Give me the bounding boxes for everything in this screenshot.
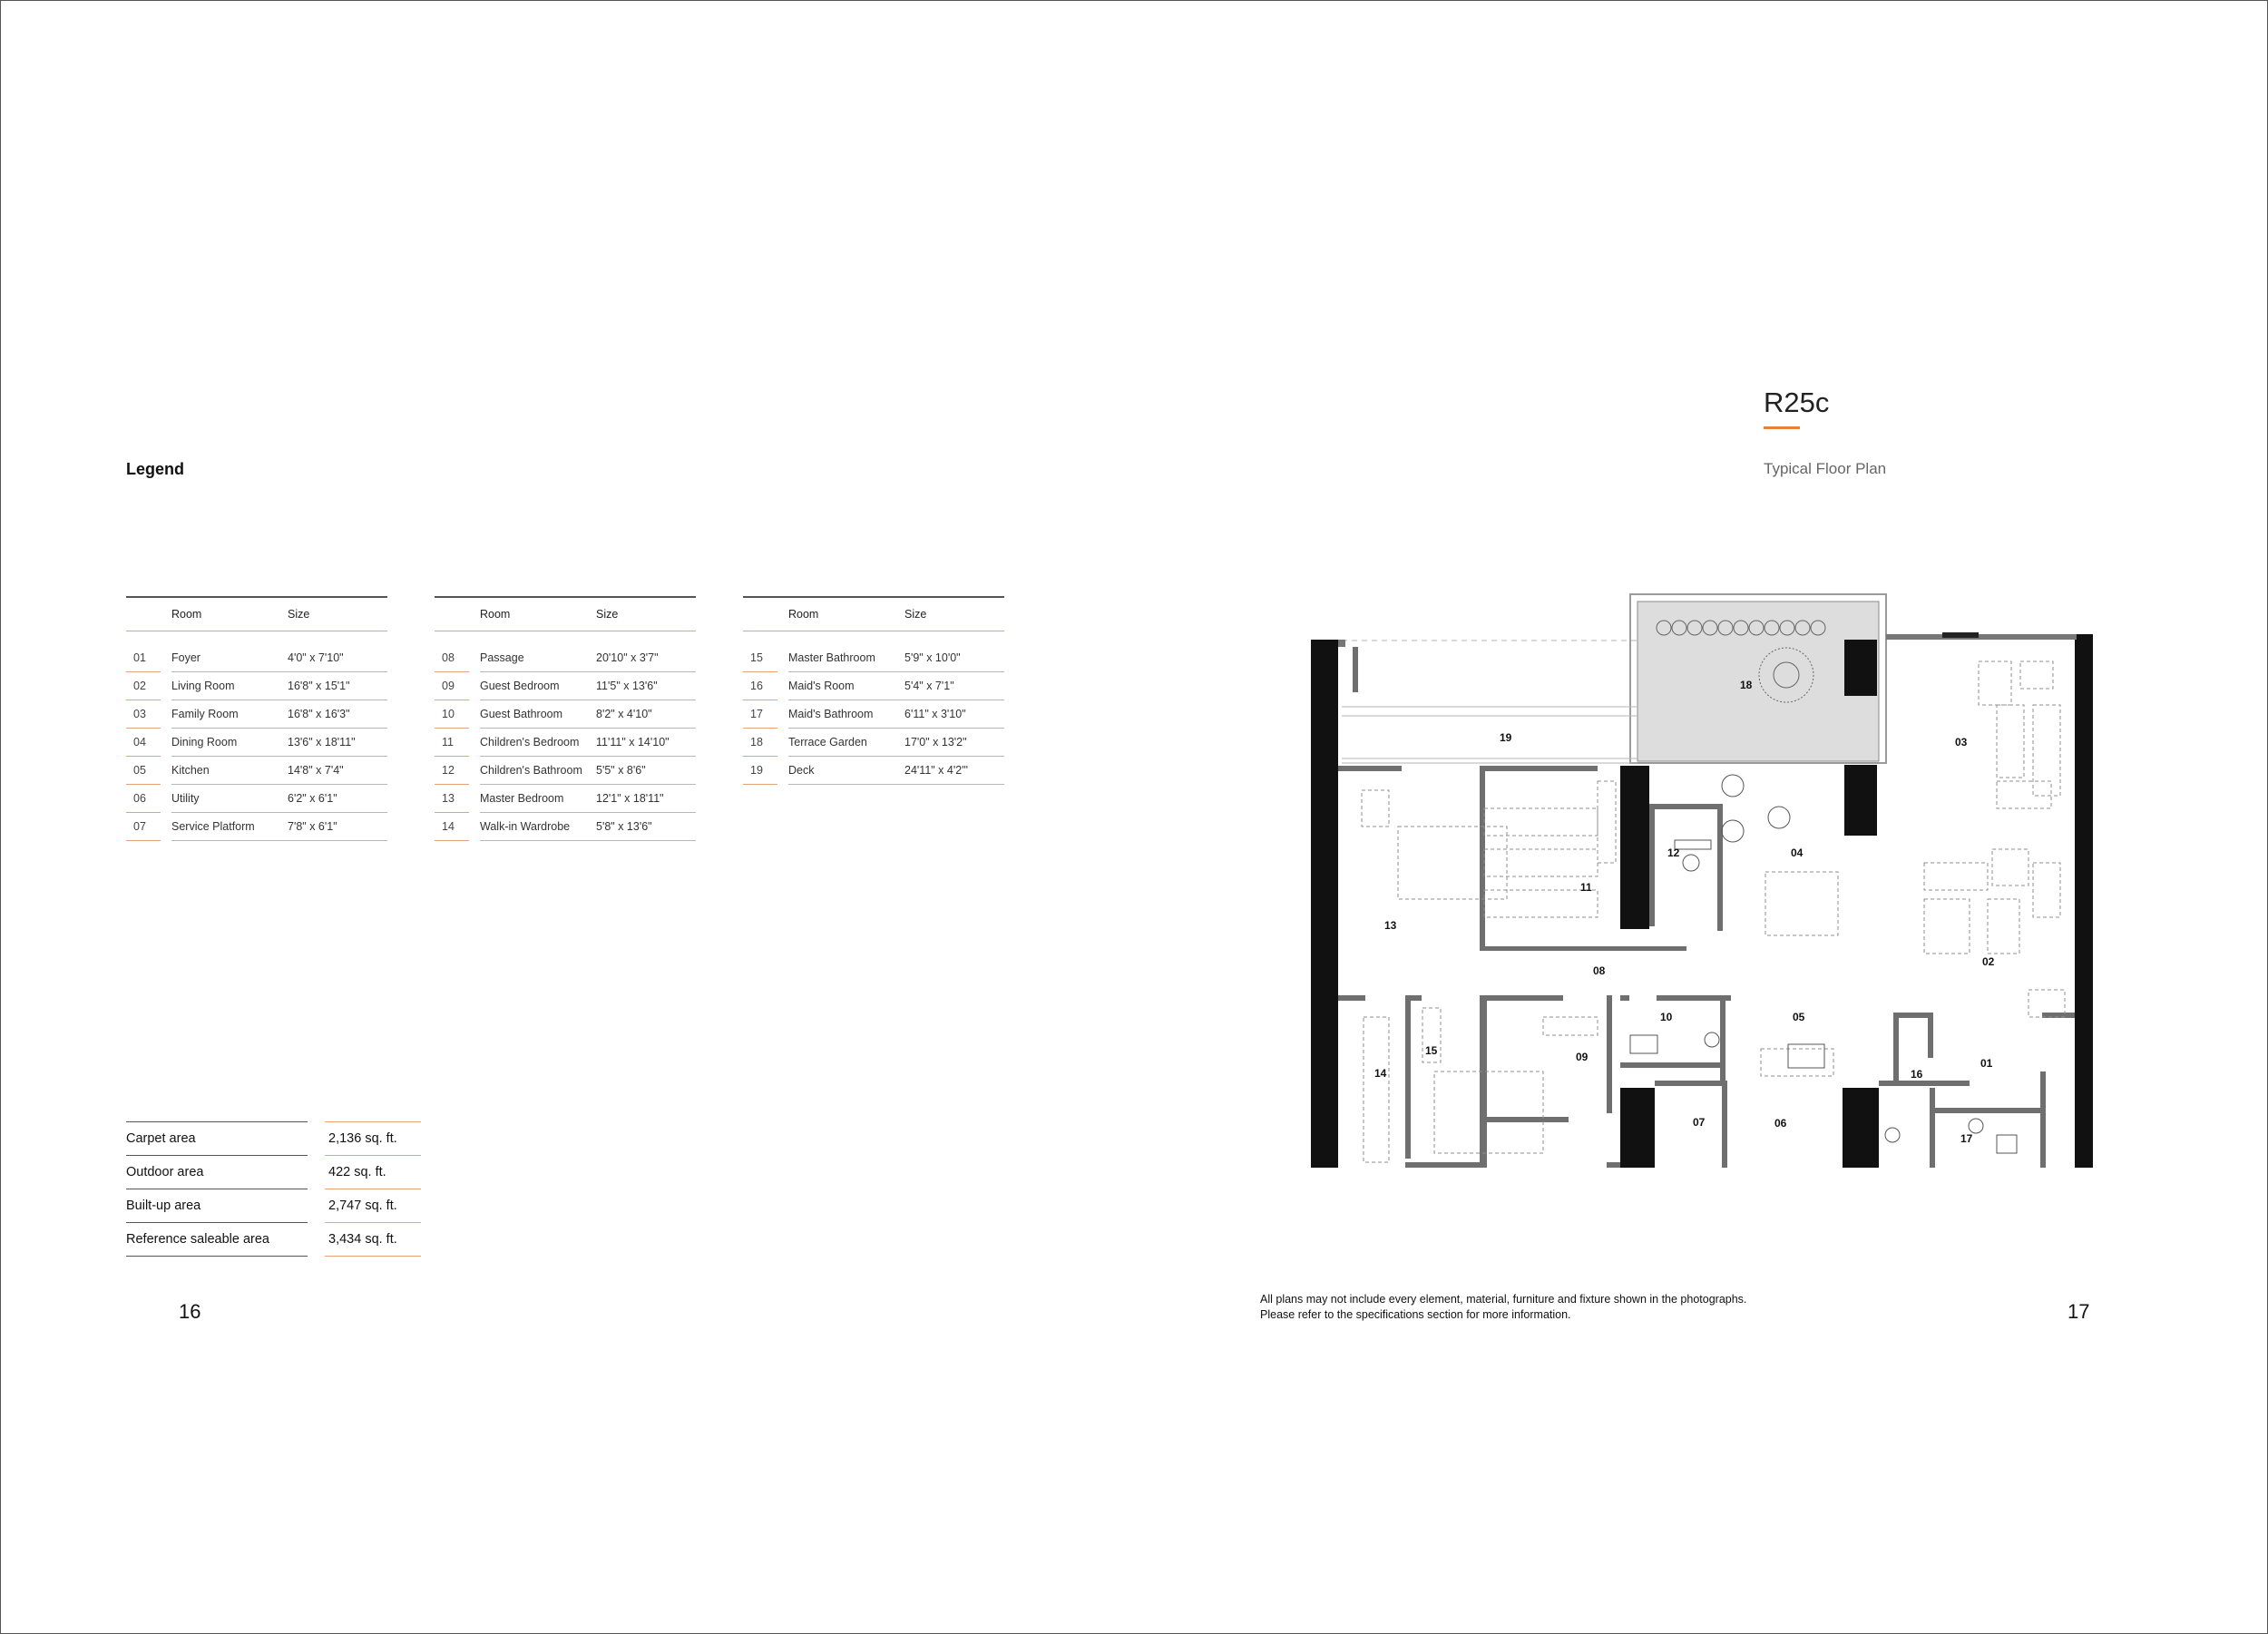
room-size: 6'2" x 6'1"	[288, 785, 387, 813]
room-number: 11	[435, 729, 469, 757]
room-label-11: 11	[1580, 881, 1592, 894]
room-name: Service Platform	[171, 813, 288, 841]
room-label-14: 14	[1374, 1067, 1387, 1080]
room-label-13: 13	[1384, 919, 1397, 932]
deck-area	[1342, 641, 1637, 763]
room-label-01: 01	[1980, 1057, 1993, 1070]
legend-header-room: Room	[480, 597, 596, 631]
room-number: 16	[743, 672, 777, 700]
room-size: 24'11" x 4'2"'	[904, 757, 1004, 785]
legend-table-3	[743, 596, 1004, 785]
legend-row	[126, 672, 387, 700]
page-number-left: 16	[179, 1300, 201, 1323]
room-name: Guest Bedroom	[480, 672, 596, 700]
room-name: Living Room	[171, 672, 288, 700]
legend-row	[435, 813, 696, 841]
area-label: Built-up area	[126, 1189, 308, 1223]
room-label-02: 02	[1982, 955, 1995, 968]
room-name: Children's Bathroom	[480, 757, 596, 785]
legend-row	[435, 644, 696, 672]
room-label-08: 08	[1593, 964, 1606, 977]
room-label-18: 18	[1740, 679, 1753, 691]
room-size: 14'8" x 7'4"	[288, 757, 387, 785]
legend-row	[743, 729, 1004, 757]
legend-header-room: Room	[171, 597, 288, 631]
room-name: Maid's Bathroom	[788, 700, 904, 729]
room-number: 05	[126, 757, 161, 785]
room-number: 18	[743, 729, 777, 757]
room-name: Utility	[171, 785, 288, 813]
room-size: 4'0" x 7'10"	[288, 644, 387, 672]
legend-row	[435, 785, 696, 813]
legend-table-1	[126, 596, 387, 841]
area-row	[126, 1223, 421, 1257]
area-row	[126, 1122, 421, 1156]
legend-header-row	[126, 597, 387, 631]
room-name: Walk-in Wardrobe	[480, 813, 596, 841]
room-number: 01	[126, 644, 161, 672]
room-size: 16'8" x 15'1"	[288, 672, 387, 700]
room-number: 08	[435, 644, 469, 672]
room-size: 5'5" x 8'6"	[596, 757, 696, 785]
legend-header-room: Room	[788, 597, 904, 631]
area-summary	[126, 1121, 421, 1257]
room-size: 16'8" x 16'3"	[288, 700, 387, 729]
title-accent-rule	[1764, 426, 1800, 429]
room-label-15: 15	[1425, 1044, 1438, 1057]
room-size: 20'10" x 3'7"	[596, 644, 696, 672]
room-name: Master Bedroom	[480, 785, 596, 813]
room-size: 11'11" x 14'10"	[596, 729, 696, 757]
room-number: 17	[743, 700, 777, 729]
legend-row	[743, 644, 1004, 672]
unit-title: R25c	[1764, 386, 1830, 418]
floor-plan	[1307, 591, 2106, 1180]
room-label-07: 07	[1693, 1116, 1706, 1129]
room-size: 7'8" x 6'1"	[288, 813, 387, 841]
room-number: 15	[743, 644, 777, 672]
legend-title: Legend	[126, 460, 185, 478]
legend-row	[126, 729, 387, 757]
room-label-16: 16	[1911, 1068, 1923, 1081]
room-number: 14	[435, 813, 469, 841]
room-name: Guest Bathroom	[480, 700, 596, 729]
room-number: 19	[743, 757, 777, 785]
disclaimer	[1260, 1292, 1746, 1323]
room-size: 13'6" x 18'11"	[288, 729, 387, 757]
room-name: Deck	[788, 757, 904, 785]
legend-row	[743, 757, 1004, 785]
room-label-17: 17	[1960, 1132, 1973, 1145]
room-number: 02	[126, 672, 161, 700]
room-number: 07	[126, 813, 161, 841]
room-name: Kitchen	[171, 757, 288, 785]
area-value: 2,747 sq. ft.	[325, 1189, 421, 1223]
room-label-05: 05	[1793, 1011, 1805, 1023]
legend-header-size: Size	[904, 597, 1004, 631]
room-number: 13	[435, 785, 469, 813]
room-size: 17'0" x 13'2"	[904, 729, 1004, 757]
area-row	[126, 1189, 421, 1223]
legend-row	[743, 700, 1004, 729]
legend-header-row	[743, 597, 1004, 631]
room-size: 5'8" x 13'6"	[596, 813, 696, 841]
room-name: Master Bathroom	[788, 644, 904, 672]
room-name: Children's Bedroom	[480, 729, 596, 757]
room-number: 03	[126, 700, 161, 729]
room-number: 09	[435, 672, 469, 700]
room-size: 8'2" x 4'10"	[596, 700, 696, 729]
area-row	[126, 1156, 421, 1189]
area-label: Reference saleable area	[126, 1223, 308, 1257]
area-label: Carpet area	[126, 1122, 308, 1156]
room-label-10: 10	[1660, 1011, 1673, 1023]
legend-header-size: Size	[288, 597, 387, 631]
legend-row	[435, 700, 696, 729]
legend-table-2	[435, 596, 696, 841]
room-label-03: 03	[1955, 736, 1968, 749]
room-number: 06	[126, 785, 161, 813]
legend-header-row	[435, 597, 696, 631]
plan-subtitle: Typical Floor Plan	[1764, 460, 1887, 477]
area-value: 422 sq. ft.	[325, 1156, 421, 1189]
room-size: 6'11" x 3'10"	[904, 700, 1004, 729]
room-number: 10	[435, 700, 469, 729]
room-number: 12	[435, 757, 469, 785]
room-label-04: 04	[1791, 846, 1804, 859]
legend-row	[435, 672, 696, 700]
room-name: Maid's Room	[788, 672, 904, 700]
room-size: 12'1" x 18'11"	[596, 785, 696, 813]
area-label: Outdoor area	[126, 1156, 308, 1189]
room-number: 04	[126, 729, 161, 757]
area-value: 2,136 sq. ft.	[325, 1122, 421, 1156]
room-size: 5'9" x 10'0"	[904, 644, 1004, 672]
room-label-09: 09	[1576, 1051, 1589, 1063]
legend-row	[126, 644, 387, 672]
legend-row	[435, 757, 696, 785]
disclaimer-line-2: Please refer to the specifications section for more information.	[1260, 1308, 1571, 1321]
room-name: Passage	[480, 644, 596, 672]
room-name: Family Room	[171, 700, 288, 729]
fixtures	[1630, 775, 2017, 1153]
room-label-19: 19	[1500, 731, 1512, 744]
room-size: 5'4" x 7'1"	[904, 672, 1004, 700]
room-name: Dining Room	[171, 729, 288, 757]
legend-row	[435, 729, 696, 757]
legend-header-size: Size	[596, 597, 696, 631]
legend-row	[126, 785, 387, 813]
disclaimer-line-1: All plans may not include every element, material, furniture and fixture shown in the photographs.	[1260, 1293, 1747, 1306]
room-label-12: 12	[1667, 846, 1680, 859]
legend-row	[126, 813, 387, 841]
legend-row	[126, 757, 387, 785]
room-label-06: 06	[1774, 1117, 1787, 1130]
room-name: Terrace Garden	[788, 729, 904, 757]
page-number-right: 17	[2068, 1300, 2090, 1323]
legend-row	[743, 672, 1004, 700]
legend-row	[126, 700, 387, 729]
area-value: 3,434 sq. ft.	[325, 1223, 421, 1257]
room-name: Foyer	[171, 644, 288, 672]
room-size: 11'5" x 13'6"	[596, 672, 696, 700]
